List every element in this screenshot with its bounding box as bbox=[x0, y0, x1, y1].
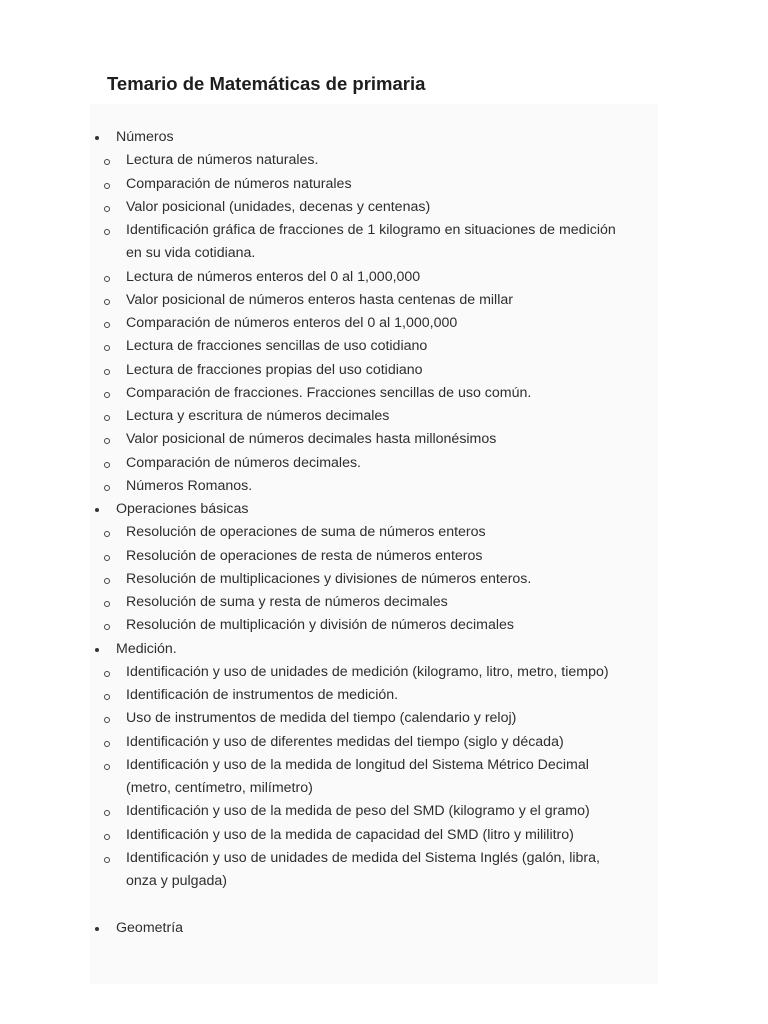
subtopic-item: Identificación de instrumentos de medición. bbox=[126, 684, 398, 707]
subtopic-item bbox=[126, 219, 616, 266]
topic-item: Operaciones básicas bbox=[116, 498, 249, 521]
subtopic-item: Valor posicional (unidades, decenas y centenas) bbox=[126, 196, 430, 219]
subtopic-item: Resolución de multiplicaciones y divisiones de números enteros. bbox=[126, 568, 531, 591]
subtopic-item: Comparación de números decimales. bbox=[126, 452, 361, 475]
subtopic-item bbox=[126, 847, 600, 894]
subtopic-item: Valor posicional de números enteros hasta centenas de millar bbox=[126, 289, 513, 312]
subtopic-item: Uso de instrumentos de medida del tiempo (calendario y reloj) bbox=[126, 707, 516, 730]
subtopic-text: Identificación y uso de la medida de longitud del Sistema Métrico Decimal bbox=[126, 756, 589, 773]
subtopic-text: Identificación gráfica de fracciones de 1 kilogramo en situaciones de medición bbox=[126, 222, 616, 238]
subtopic-item: Valor posicional de números decimales hasta millonésimos bbox=[126, 428, 496, 451]
subtopic-item: Resolución de operaciones de resta de números enteros bbox=[126, 545, 482, 568]
topic-item: Medición. bbox=[116, 638, 177, 661]
subtopic-item: Identificación y uso de unidades de medición (kilogramo, litro, metro, tiempo) bbox=[126, 661, 609, 684]
subtopic-item: Lectura de fracciones propias del uso cotidiano bbox=[126, 359, 423, 382]
subtopic-continuation: (metro, centímetro, milímetro) bbox=[126, 780, 313, 797]
document-title: Temario de Matemáticas de primaria bbox=[107, 73, 426, 94]
subtopic-item: Lectura de números enteros del 0 al 1,000,000 bbox=[126, 266, 420, 289]
subtopic-item bbox=[126, 754, 589, 801]
subtopic-text: Identificación y uso de unidades de medida del Sistema Inglés (galón, libra, bbox=[126, 849, 600, 866]
subtopic-item: Comparación de fracciones. Fracciones sencillas de uso común. bbox=[126, 382, 531, 405]
subtopic-item: Identificación y uso de la medida de capacidad del SMD (litro y mililitro) bbox=[126, 824, 574, 847]
topic-item: Geometría bbox=[116, 917, 183, 940]
subtopic-item: Identificación y uso de diferentes medidas del tiempo (siglo y década) bbox=[126, 731, 564, 754]
subtopic-item: Resolución de multiplicación y división de números decimales bbox=[126, 614, 514, 637]
topic-item: Números bbox=[116, 126, 174, 149]
subtopic-item: Lectura de fracciones sencillas de uso cotidiano bbox=[126, 335, 427, 358]
subtopic-item: Resolución de operaciones de suma de números enteros bbox=[126, 521, 486, 544]
subtopic-item: Comparación de números enteros del 0 al 1,000,000 bbox=[126, 312, 457, 335]
subtopic-item: Números Romanos. bbox=[126, 475, 252, 498]
subtopic-continuation: onza y pulgada) bbox=[126, 873, 227, 890]
subtopic-item: Resolución de suma y resta de números decimales bbox=[126, 591, 448, 614]
subtopic-item: Lectura y escritura de números decimales bbox=[126, 405, 389, 428]
subtopic-continuation: en su vida cotidiana. bbox=[126, 245, 256, 262]
subtopic-item: Identificación y uso de la medida de peso del SMD (kilogramo y el gramo) bbox=[126, 800, 590, 823]
subtopic-item: Comparación de números naturales bbox=[126, 173, 352, 196]
subtopic-item: Lectura de números naturales. bbox=[126, 149, 318, 172]
